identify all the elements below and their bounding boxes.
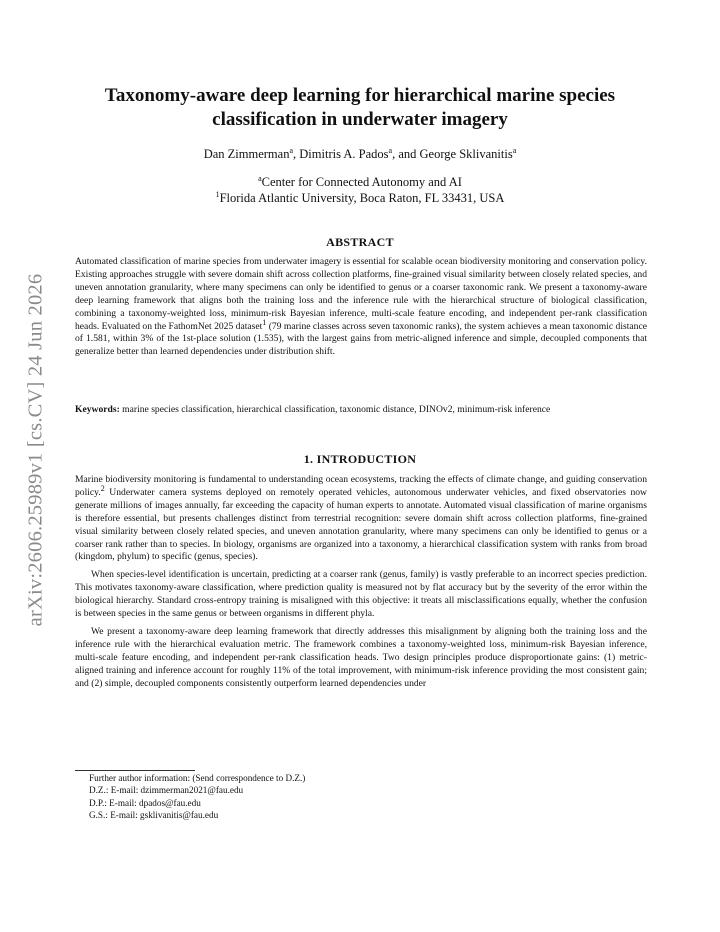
footnote-line: Further author information: (Send correspondence to D.Z.) <box>89 773 306 783</box>
paper-title <box>70 84 650 132</box>
keywords-text: marine species classification, hierarchical classification, taxonomic distance, DINOv2, minimum-risk inference <box>119 404 551 415</box>
footnote-line: D.P.: E-mail: dpados@fau.edu <box>89 797 201 808</box>
intro-paragraph-2: When species-level identification is uncertain, predicting at a coarser rank (genus, family) is vastly preferable to an incorrect species prediction. This motivates taxonomy-aware classification, where prediction quality is measured not by flat accuracy but by the severity of the error within the biological hierarchy. Standard cross-entropy training is misaligned with this objective: it treats all misclassifications equally, whether the confusion is between species in the same genus or between organisms in different phyla. <box>75 569 647 620</box>
affiliation-mark: a <box>258 173 262 183</box>
footnotes <box>89 772 489 822</box>
introduction-body <box>75 474 647 691</box>
affiliation-line: $^a$Center for Connected Autonomy and AI <box>258 173 462 189</box>
footnote-line: D.Z.: E-mail: dzimmerman2021@fau.edu <box>89 785 244 796</box>
footnote-mark: 2 <box>100 483 105 493</box>
author-affil-mark: a <box>512 145 517 155</box>
intro-paragraph-3: We present a taxonomy-aware deep learning framework that directly addresses this misalignment by aligning both the training loss and the inference rule with the hierarchical evaluation metric. The framework combines a taxonomy-weighted loss, minimum-risk Bayesian inference, multi-scale feature encoding, and independent per-rank classification heads. Two design principles produce disproportionate gains: (1) metric-aligned training and inference account for roughly 11% of the total improvement, with minimum-risk inference providing the most consistent gain; and (2) simple, decoupled components consistently outperform learned dependencies under <box>75 625 647 689</box>
footnote-rule <box>75 770 195 771</box>
author-affil-mark: a <box>289 145 294 155</box>
author-name: Dimitris A. Pados <box>299 147 389 161</box>
author-list <box>70 146 650 162</box>
intro-paragraph-1: Marine biodiversity monitoring is fundamental to understanding ocean ecosystems, tracking the effects of climate change, and guiding conservation policy.$^2$ Underwater camera systems deployed on remotely operated vehicles, autonomous underwater vehicles, and fixed observatories now generate millions of images annually, far exceeding the capacity of human experts to annotate. Automated visual classification of marine organisms is therefore essential, but presents challenges distinct from terrestrial recognition: severe domain shift across collection platforms, fine-grained visual similarity between closely related species, and uneven annotation granularity, where many specimens can only be identified to genus or a coarser rank rather than to species. In biology, organisms are organized into a taxonomy, a hierarchical classification system with ranks from broad (kingdom, phylum) to specific (genus, species). <box>75 474 647 563</box>
abstract-body: Automated classification of marine species from underwater imagery is essential for scalable ocean biodiversity monitoring and conservation policy. Existing approaches struggle with severe domain shift across collection platforms, fine-grained visual similarity between closely related species, and uneven annotation granularity, where many specimens can only be identified to genus or a coarser taxonomic rank. We present a taxonomy-aware deep learning framework that aligns both the training loss and the inference rule with the hierarchical structure of biological classification, combining a taxonomy-weighted loss, minimum-risk Bayesian inference, multi-scale feature encoding, and independent per-rank classification heads. Evaluated on the FathomNet 2025 dataset$^1$ (79 marine classes across seven taxonomic ranks), the system achieves a mean taxonomic distance of 1.581, within 3% of the 1st-place solution (1.535), with the largest gains from metric-aligned inference and simple, decoupled components that generalize better than learned dependencies under distribution shift. <box>75 256 647 358</box>
arxiv-side-stamp: arXiv:2606.25989v1 [cs.CV] 24 Jun 2026 <box>24 273 47 627</box>
author-separator: , and <box>392 147 420 161</box>
keywords-label: Keywords: <box>75 404 120 415</box>
title-line-2: classification in underwater imagery <box>212 109 508 130</box>
affiliation-mark: 1 <box>215 189 220 199</box>
footnote-line: G.S.: E-mail: gsklivanitis@fau.edu <box>89 810 219 821</box>
title-line-1: Taxonomy-aware deep learning for hierarchical marine species <box>104 85 616 106</box>
introduction-heading: 1. INTRODUCTION <box>303 452 417 466</box>
affiliations <box>70 174 650 206</box>
footnote-mark: 1 <box>262 317 267 327</box>
author-separator: , <box>293 147 300 161</box>
keywords <box>75 404 647 417</box>
author-affil-mark: a <box>388 145 393 155</box>
abstract-heading: ABSTRACT <box>326 235 394 249</box>
affiliation-line: $^1$Florida Atlantic University, Boca Raton, FL 33431, USA <box>215 189 505 205</box>
author-name: George Sklivanitis <box>419 147 513 161</box>
author-name: Dan Zimmerman <box>203 147 290 161</box>
